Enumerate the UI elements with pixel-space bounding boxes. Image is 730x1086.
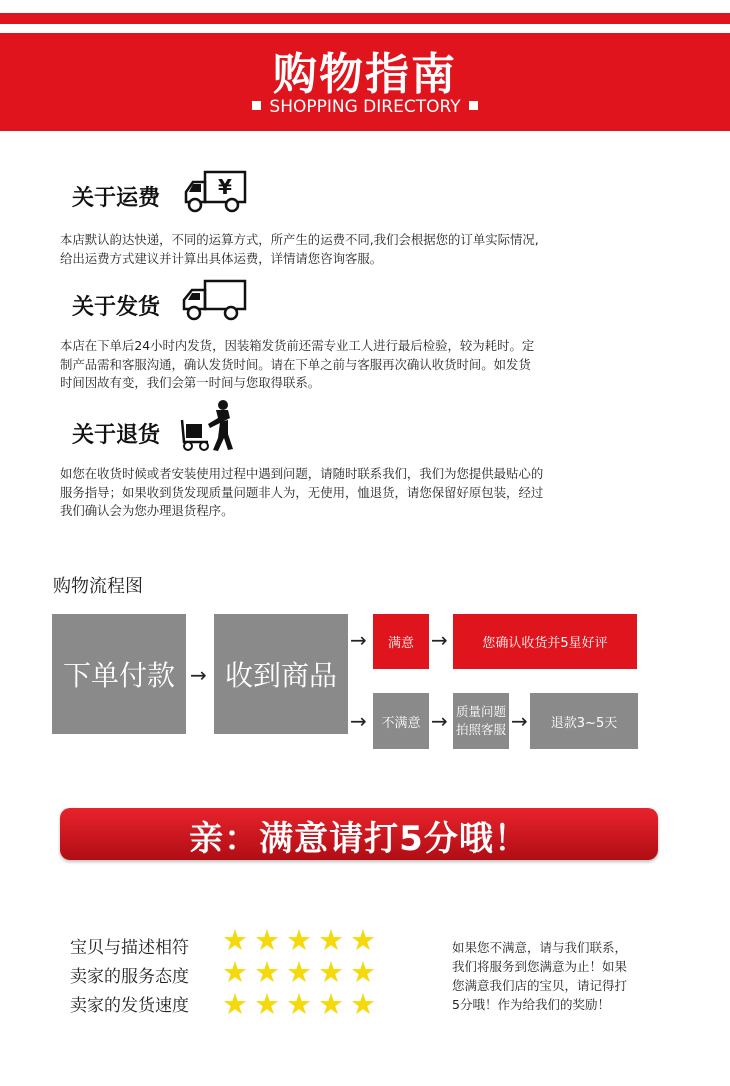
arrow-right-icon: → <box>190 663 207 687</box>
delivery-truck-yen-icon <box>183 170 249 216</box>
note-line: 我们将服务到您满意为止！如果 <box>452 959 628 974</box>
section-text-returns <box>60 465 543 521</box>
star-icon: ★ <box>222 987 248 1021</box>
text-line: 服务指导；如果收到货发现质量问题非人为，无使用，恤退货，请您保留好原包装，经过 <box>60 484 544 500</box>
star-icon: ★ <box>350 923 376 957</box>
arrow-right-icon: → <box>350 628 367 652</box>
arrow-right-icon: → <box>431 709 448 733</box>
arrow-right-icon: → <box>431 628 448 652</box>
arrow-right-icon: → <box>511 709 528 733</box>
flow-satisfied: 满意 <box>373 614 429 669</box>
star-icon: ★ <box>318 987 344 1021</box>
square-bullet-icon <box>252 101 261 110</box>
rating-label: 卖家的发货速度 <box>70 996 189 1016</box>
flow-title: 购物流程图 <box>53 576 143 597</box>
flow-unsatisfied: 不满意 <box>373 693 429 749</box>
flow-step-place-order: 下单付款 <box>52 614 186 734</box>
flow-satisfied-result: 您确认收货并5星好评 <box>453 614 637 669</box>
note-line: 如果您不满意，请与我们联系， <box>452 940 628 955</box>
star-rating-row <box>222 923 376 957</box>
flow-step-receive-goods: 收到商品 <box>214 614 348 734</box>
star-icon: ★ <box>254 923 280 957</box>
truck-icon <box>181 278 249 324</box>
slogan-text: 亲：满意请打5分哦！ <box>189 819 529 859</box>
svg-text:¥: ¥ <box>218 175 232 199</box>
star-icon: ★ <box>254 955 280 989</box>
star-icon: ★ <box>254 987 280 1021</box>
feedback-note <box>452 938 627 1014</box>
text-line: 如您在收货时候或者安装使用过程中遇到问题，请随时联系我们，我们为您提供最贴心的 <box>60 466 544 481</box>
text-line: 本店在下单后24小时内发货，因装箱发货前还需专业工人进行最后检验，较为耗时。定 <box>60 338 535 353</box>
star-icon: ★ <box>222 923 248 957</box>
section-text-shipping-fee <box>60 231 539 268</box>
text-line: 制产品需和客服沟通，确认发货时间。请在下单之前与客服再次确认收货时间。如发货 <box>60 356 531 372</box>
note-line: 5分哦！作为给我们的奖励！ <box>452 997 610 1012</box>
rating-label: 宝贝与描述相符 <box>70 938 189 958</box>
star-rating-row <box>222 987 376 1021</box>
star-icon: ★ <box>286 955 312 989</box>
flow-quality-line: 拍照客服 <box>455 722 506 737</box>
section-title-returns: 关于退货 <box>72 423 161 448</box>
section-text-shipping <box>60 337 534 393</box>
text-line: 给出运费方式建议并计算出具体运费，详情请您咨询客服。 <box>60 250 383 266</box>
star-icon: ★ <box>286 987 312 1021</box>
page-subtitle-text: SHOPPING DIRECTORY <box>269 97 461 117</box>
star-rating-row <box>222 955 376 989</box>
rating-label: 卖家的服务态度 <box>70 967 189 987</box>
text-line: 本店默认韵达快递，不同的运算方式，所产生的运费不同,我们会根据您的订单实际情况, <box>60 232 539 247</box>
star-icon: ★ <box>318 923 344 957</box>
section-title-shipping-fee: 关于运费 <box>72 186 161 211</box>
star-icon: ★ <box>222 955 248 989</box>
flow-quality-line: 质量问题 <box>455 704 506 719</box>
section-title-shipping: 关于发货 <box>72 295 161 320</box>
page-subtitle <box>0 97 730 117</box>
star-icon: ★ <box>350 987 376 1021</box>
text-line: 时间因故有变，我们会第一时间与您取得联系。 <box>60 375 321 390</box>
star-icon: ★ <box>350 955 376 989</box>
flow-quality-issue <box>453 693 509 749</box>
flow-refund: 退款3~5天 <box>530 693 638 749</box>
star-icon: ★ <box>286 923 312 957</box>
arrow-right-icon: → <box>350 709 367 733</box>
text-line: 我们确认会为您办理退货程序。 <box>60 503 234 518</box>
star-icon: ★ <box>318 955 344 989</box>
page-title: 购物指南 <box>273 49 457 100</box>
note-line: 您满意我们店的宝贝，请记得打 <box>452 978 628 993</box>
square-bullet-icon <box>469 101 478 110</box>
top-stripe <box>0 13 730 24</box>
hand-truck-worker-icon <box>178 398 240 454</box>
